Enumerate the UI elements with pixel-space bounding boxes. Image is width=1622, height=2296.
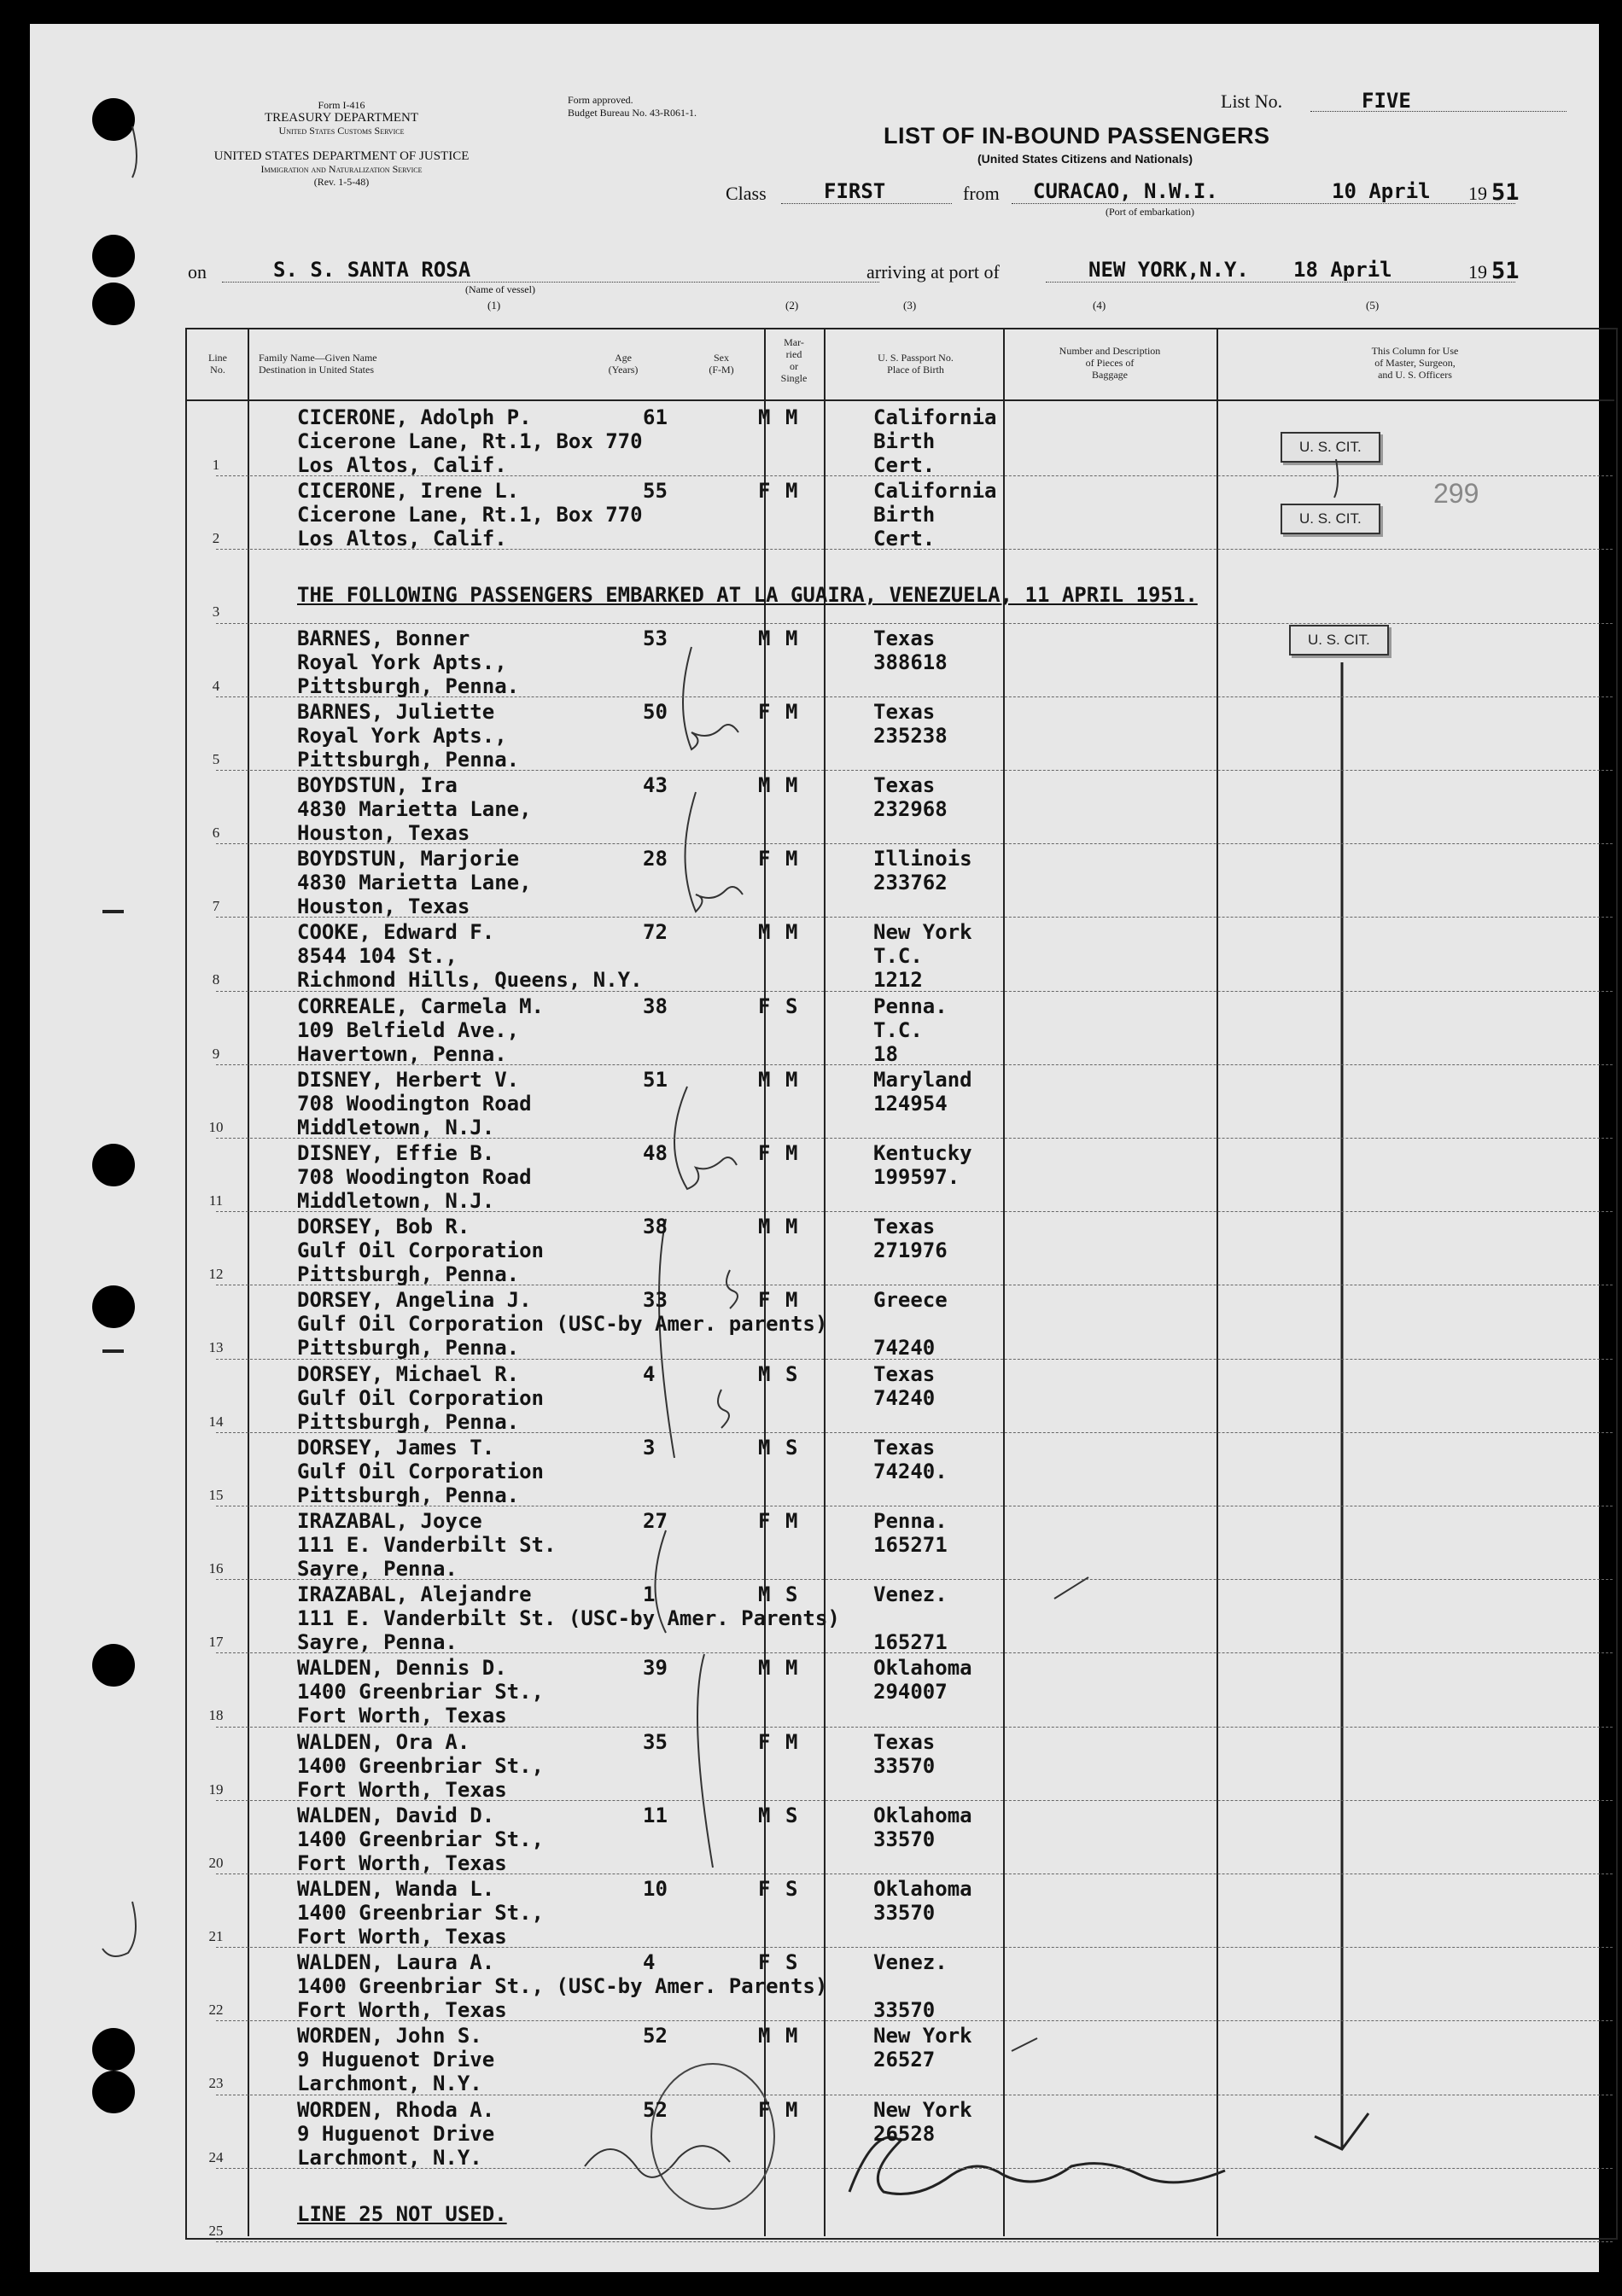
- passenger-name: BARNES, Juliette Royal York Apts., Pittsburgh, Penna.: [297, 699, 520, 772]
- page-subtitle: (United States Citizens and Nationals): [977, 152, 1193, 166]
- passenger-sex: F: [758, 994, 771, 1018]
- passenger-name: WALDEN, Ora A. 1400 Greenbriar St., Fort Worth, Texas: [297, 1729, 544, 1802]
- passenger-name: DORSEY, Bob R. Gulf Oil Corporation Pittsburgh, Penna.: [297, 1215, 544, 1287]
- line-number: 13: [208, 1339, 224, 1356]
- port-embark-note: (Port of embarkation): [1106, 206, 1194, 218]
- passenger-name: WALDEN, Dennis D. 1400 Greenbriar St., Fort Worth, Texas: [297, 1656, 544, 1728]
- col-header-line: Line No.: [208, 352, 227, 376]
- col-header-age: Age (Years): [608, 352, 639, 376]
- from-year: 51: [1491, 179, 1520, 206]
- vessel-note: (Name of vessel): [465, 283, 535, 295]
- passenger-sex: M: [758, 626, 771, 650]
- passenger-sex: F: [758, 1729, 771, 1754]
- line-number: 10: [208, 1118, 224, 1135]
- passenger-passport: Texas 74240.: [873, 1435, 948, 1483]
- col-header-name: Family Name—Given Name Destination in United States: [259, 352, 377, 376]
- passenger-passport: Oklahoma 294007: [873, 1656, 972, 1705]
- passenger-sex: F: [758, 1877, 771, 1901]
- passenger-name: WORDEN, Rhoda A. 9 Huguenot Drive Larchmont, N.Y.: [297, 2097, 495, 2170]
- passenger-name: IRAZABAL, Alejandre 111 E. Vanderbilt St. (USC-by Amer. Parents) Sayre, Penna.: [297, 1582, 840, 1655]
- passenger-name: BOYDSTUN, Marjorie 4830 Marietta Lane, Houston, Texas: [297, 847, 532, 919]
- passenger-sex: M: [758, 773, 771, 797]
- passenger-passport: Illinois 233762: [873, 847, 972, 895]
- passenger-sex: M: [758, 1215, 771, 1239]
- section-banner: THE FOLLOWING PASSENGERS EMBARKED AT LA GUAIRA, VENEZUELA, 11 APRIL 1951.: [297, 583, 1198, 608]
- passenger-marital: M: [785, 1656, 798, 1681]
- passenger-marital: S: [785, 1435, 798, 1460]
- passenger-passport: California Birth Cert.: [873, 405, 997, 477]
- passenger-passport: Texas 33570: [873, 1729, 936, 1778]
- us-cit-stamp: U. S. CIT.: [1281, 432, 1380, 463]
- arriving-label: arriving at port of: [866, 261, 1000, 283]
- passenger-name: WALDEN, David D. 1400 Greenbriar St., Fort Worth, Texas: [297, 1803, 544, 1875]
- vessel-name: S. S. SANTA ROSA: [273, 258, 471, 282]
- passenger-age: 4: [643, 1361, 656, 1386]
- year-prefix: 19: [1468, 183, 1487, 204]
- col-num-1: (1): [487, 299, 501, 312]
- line-number: 5: [212, 750, 220, 767]
- on-label: on: [188, 261, 207, 283]
- form-number: Form I-416: [318, 99, 365, 111]
- line-number: 3: [212, 603, 220, 621]
- passenger-name: DORSEY, Michael R. Gulf Oil Corporation Pittsburgh, Penna.: [297, 1361, 544, 1434]
- from-value: CURACAO, N.W.I.: [1033, 179, 1218, 203]
- passenger-age: 50: [643, 699, 668, 724]
- passenger-name: COOKE, Edward F. 8544 104 St., Richmond Hills, Queens, N.Y.: [297, 920, 643, 993]
- passenger-passport: Greece 74240: [873, 1288, 948, 1361]
- passenger-sex: M: [758, 1582, 771, 1607]
- passenger-passport: Texas 74240: [873, 1361, 936, 1410]
- passenger-name: CORREALE, Carmela M. 109 Belfield Ave., Havertown, Penna.: [297, 994, 544, 1066]
- passenger-passport: Oklahoma 33570: [873, 1803, 972, 1851]
- passenger-age: 28: [643, 847, 668, 871]
- list-no-value: FIVE: [1362, 89, 1411, 113]
- passenger-name: WALDEN, Laura A. 1400 Greenbriar St., (USC-by Amer. Parents) Fort Worth, Texas: [297, 1950, 828, 2023]
- passenger-marital: M: [785, 1729, 798, 1754]
- line-number: 17: [208, 1634, 224, 1651]
- passenger-passport: Texas 388618: [873, 626, 948, 674]
- page-title: LIST OF IN-BOUND PASSENGERS: [884, 123, 1270, 149]
- line-number: 11: [208, 1192, 224, 1209]
- passenger-marital: M: [785, 699, 798, 724]
- passenger-name: DORSEY, James T. Gulf Oil Corporation Pittsburgh, Penna.: [297, 1435, 544, 1507]
- passenger-passport: Texas 235238: [873, 699, 948, 748]
- section-banner: LINE 25 NOT USED.: [297, 2201, 507, 2226]
- passenger-passport: Venez. 165271: [873, 1582, 948, 1655]
- line-number: 20: [208, 1854, 224, 1871]
- passenger-marital: M: [785, 626, 798, 650]
- passenger-age: 53: [643, 626, 668, 650]
- seal-circle: [651, 2064, 774, 2209]
- passenger-age: 55: [643, 479, 668, 504]
- line-number: 25: [208, 2222, 224, 2239]
- passenger-name: WORDEN, John S. 9 Huguenot Drive Larchmont, N.Y.: [297, 2024, 495, 2096]
- passenger-marital: M: [785, 1067, 798, 1092]
- passenger-name: BARNES, Bonner Royal York Apts., Pittsburgh, Penna.: [297, 626, 520, 698]
- passenger-age: 3: [643, 1435, 656, 1460]
- passenger-sex: M: [758, 1656, 771, 1681]
- passenger-passport: New York T.C. 1212: [873, 920, 972, 993]
- passenger-passport: New York 26528: [873, 2097, 972, 2146]
- line-number: 19: [208, 1780, 224, 1798]
- line-number: 14: [208, 1413, 224, 1430]
- from-label: from: [963, 183, 1000, 204]
- arrival-year: 51: [1491, 258, 1520, 284]
- passenger-age: 39: [643, 1656, 668, 1681]
- passenger-passport: Texas 232968: [873, 773, 948, 821]
- passenger-sex: F: [758, 2097, 771, 2122]
- passenger-age: 52: [643, 2097, 668, 2122]
- passenger-marital: S: [785, 1877, 798, 1901]
- col-num-4: (4): [1093, 299, 1106, 312]
- justice-dept: UNITED STATES DEPARTMENT OF JUSTICE: [213, 149, 470, 163]
- passenger-sex: M: [758, 1067, 771, 1092]
- passenger-marital: S: [785, 1361, 798, 1386]
- passenger-marital: M: [785, 1141, 798, 1165]
- passenger-age: 72: [643, 920, 668, 945]
- col-num-3: (3): [903, 299, 917, 312]
- line-number: 12: [208, 1266, 224, 1283]
- col-header-baggage: Number and Description of Pieces of Baggage: [1059, 345, 1161, 381]
- passenger-marital: M: [785, 1288, 798, 1313]
- passenger-marital: M: [785, 405, 798, 429]
- passenger-name: BOYDSTUN, Ira 4830 Marietta Lane, Houston, Texas: [297, 773, 532, 845]
- passenger-sex: M: [758, 405, 771, 429]
- col-header-passport: U. S. Passport No. Place of Birth: [878, 352, 954, 376]
- col-num-5: (5): [1366, 299, 1380, 312]
- passenger-sex: F: [758, 1950, 771, 1975]
- passenger-marital: S: [785, 1950, 798, 1975]
- passenger-marital: M: [785, 1509, 798, 1533]
- stamp-number: 299: [1433, 478, 1479, 509]
- passenger-sex: M: [758, 1803, 771, 1827]
- passenger-marital: M: [785, 1215, 798, 1239]
- row-divider: [216, 623, 1613, 624]
- passenger-age: 51: [643, 1067, 668, 1092]
- passenger-sex: F: [758, 1509, 771, 1533]
- passenger-sex: F: [758, 479, 771, 504]
- class-value: FIRST: [824, 179, 886, 203]
- passenger-passport: New York 26527: [873, 2024, 972, 2072]
- passenger-name: WALDEN, Wanda L. 1400 Greenbriar St., Fort Worth, Texas: [297, 1877, 544, 1949]
- passenger-name: CICERONE, Irene L. Cicerone Lane, Rt.1, Box 770 Los Altos, Calif.: [297, 479, 643, 551]
- line-number: 21: [208, 1928, 224, 1944]
- from-date: 10 April: [1332, 179, 1431, 203]
- passenger-marital: M: [785, 847, 798, 871]
- passenger-passport: Maryland 124954: [873, 1067, 972, 1116]
- passenger-name: IRAZABAL, Joyce 111 E. Vanderbilt St. Sayre, Penna.: [297, 1509, 557, 1581]
- line-number: 24: [208, 2148, 224, 2165]
- passenger-passport: Penna. T.C. 18: [873, 994, 948, 1066]
- passenger-age: 10: [643, 1877, 668, 1901]
- passenger-age: 38: [643, 994, 668, 1018]
- line-number: 16: [208, 1560, 224, 1576]
- passenger-sex: M: [758, 1361, 771, 1386]
- passenger-sex: M: [758, 2024, 771, 2048]
- passenger-age: 48: [643, 1141, 668, 1165]
- passenger-passport: Penna. 165271: [873, 1509, 948, 1557]
- checkmark-scribble: [683, 647, 738, 749]
- line-number: 8: [212, 971, 220, 988]
- passenger-sex: F: [758, 1288, 771, 1313]
- passenger-age: 43: [643, 773, 668, 797]
- approved-label: Form approved.: [568, 94, 633, 106]
- line-number: 6: [212, 825, 220, 841]
- arrival-date: 18 April: [1293, 258, 1392, 282]
- passenger-age: 4: [643, 1950, 656, 1975]
- passenger-passport: Texas 271976: [873, 1215, 948, 1263]
- passenger-sex: M: [758, 920, 771, 945]
- line-number: 2: [212, 530, 220, 547]
- passenger-age: 35: [643, 1729, 668, 1754]
- arrival-port: NEW YORK,N.Y.: [1088, 258, 1249, 282]
- signature: [849, 2137, 1225, 2194]
- passenger-age: 52: [643, 2024, 668, 2048]
- passenger-name: CICERONE, Adolph P. Cicerone Lane, Rt.1, Box 770 Los Altos, Calif.: [297, 405, 643, 477]
- col-header-married: Mar- ried or Single: [780, 336, 808, 384]
- line-number: 1: [212, 457, 220, 473]
- passenger-name: DISNEY, Herbert V. 708 Woodington Road Middletown, N.J.: [297, 1067, 532, 1139]
- form-revision: (Rev. 1-5-48): [313, 176, 370, 188]
- passenger-marital: M: [785, 2097, 798, 2122]
- handwritten-marks: [30, 24, 1599, 2272]
- passenger-marital: M: [785, 479, 798, 504]
- line-number: 23: [208, 2075, 224, 2092]
- line-number: 22: [208, 2002, 224, 2019]
- passenger-name: DISNEY, Effie B. 708 Woodington Road Middletown, N.J.: [297, 1141, 532, 1213]
- passenger-sex: M: [758, 1435, 771, 1460]
- budget-number: Budget Bureau No. 43-R061-1.: [568, 107, 697, 119]
- treasury-dept: TREASURY DEPARTMENT: [264, 111, 419, 125]
- passenger-marital: M: [785, 773, 798, 797]
- passenger-sex: F: [758, 847, 771, 871]
- line-number: 7: [212, 898, 220, 915]
- line-number: 9: [212, 1045, 220, 1062]
- passenger-age: 27: [643, 1509, 668, 1533]
- col-header-officers: This Column for Use of Master, Surgeon, and U. S. Officers: [1371, 345, 1459, 381]
- row-divider: [216, 2241, 1613, 2242]
- passenger-sex: F: [758, 699, 771, 724]
- passenger-marital: S: [785, 1582, 798, 1607]
- passenger-age: 1: [643, 1582, 656, 1607]
- line-number: 4: [212, 677, 220, 694]
- passenger-passport: Oklahoma 33570: [873, 1877, 972, 1925]
- passenger-passport: California Birth Cert.: [873, 479, 997, 551]
- passenger-age: 61: [643, 405, 668, 429]
- year-prefix-arrival: 19: [1468, 261, 1487, 283]
- class-label: Class: [726, 183, 767, 204]
- passenger-marital: S: [785, 994, 798, 1018]
- passenger-age: 38: [643, 1215, 668, 1239]
- passenger-marital: M: [785, 920, 798, 945]
- passenger-passport: Venez. 33570: [873, 1950, 948, 2023]
- passenger-name: DORSEY, Angelina J. Gulf Oil Corporation (USC-by Amer. parents) Pittsburgh, Penna.: [297, 1288, 828, 1361]
- us-cit-stamp: U. S. CIT.: [1281, 504, 1380, 534]
- passenger-marital: S: [785, 1803, 798, 1827]
- us-cit-stamp: U. S. CIT.: [1289, 625, 1389, 656]
- passenger-sex: F: [758, 1141, 771, 1165]
- line-number: 15: [208, 1486, 224, 1503]
- list-no-label: List No.: [1221, 90, 1283, 112]
- col-num-2: (2): [785, 299, 799, 312]
- document-sheet: [30, 24, 1599, 2272]
- ins-service: Immigration and Naturalization Service: [260, 163, 423, 175]
- passenger-marital: M: [785, 2024, 798, 2048]
- passenger-age: 33: [643, 1288, 668, 1313]
- passenger-age: 11: [643, 1803, 668, 1827]
- customs-service: United States Customs Service: [278, 125, 405, 137]
- col-header-sex: Sex (F-M): [709, 352, 734, 376]
- passenger-passport: Kentucky 199597.: [873, 1141, 972, 1189]
- line-number: 18: [208, 1707, 224, 1724]
